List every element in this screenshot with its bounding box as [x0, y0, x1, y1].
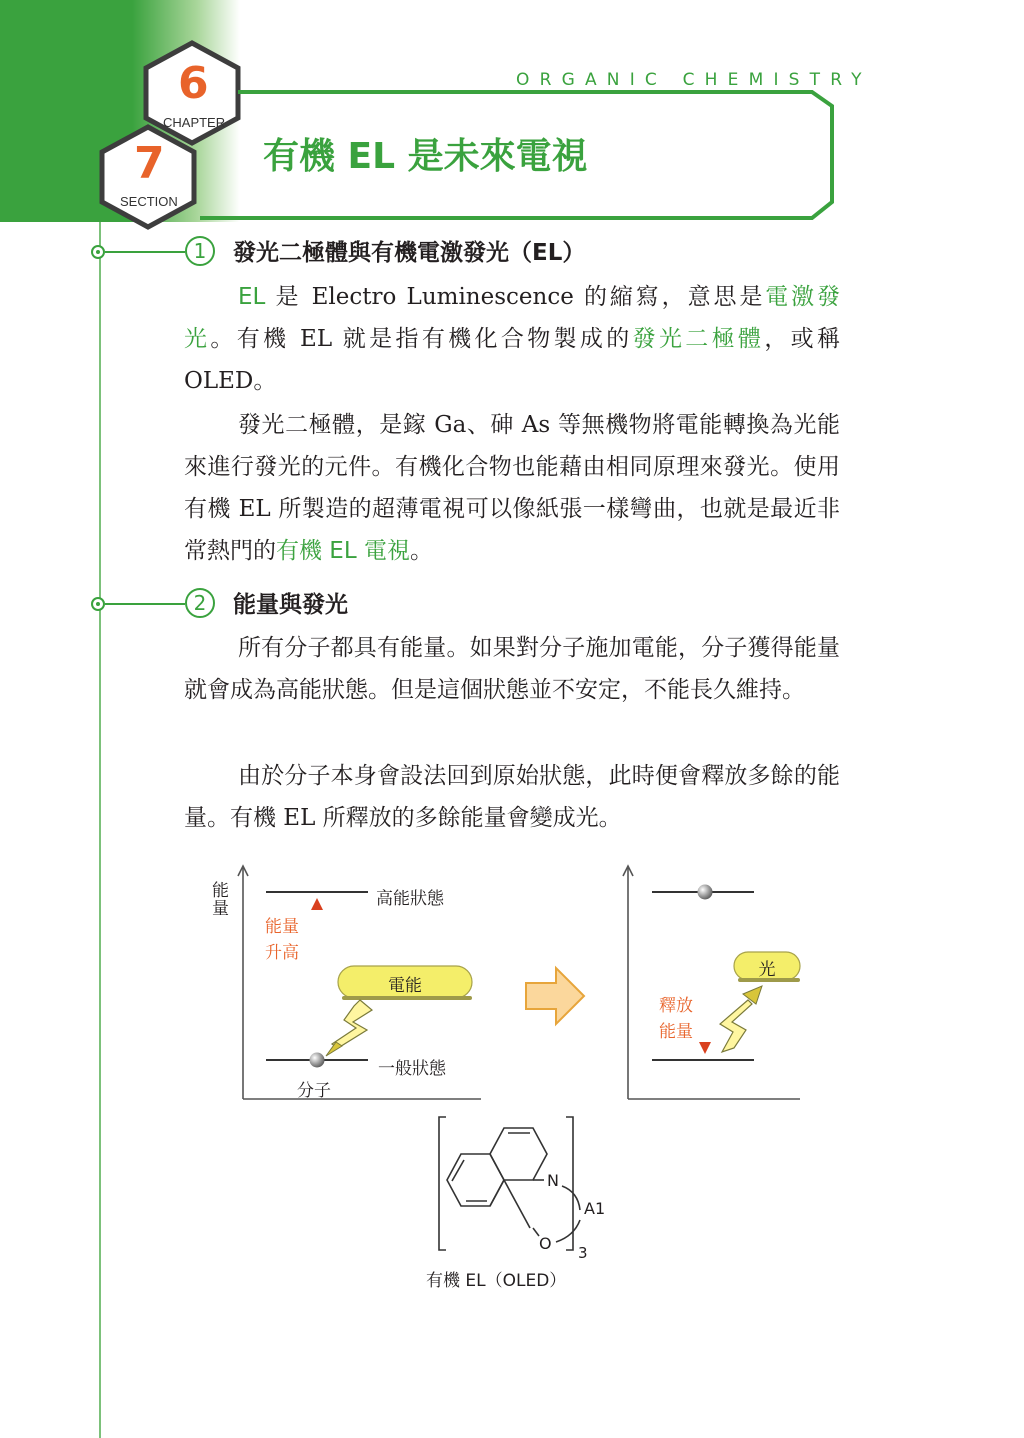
right-axes [623, 866, 800, 1099]
paragraph-text: ，或稱 OLED。 [184, 326, 841, 394]
energy-raise-arrow [311, 898, 323, 1048]
paragraph-text: 。有機 EL 就是指有機化合物製成的 [210, 326, 633, 352]
lightning-bolt-in-icon [326, 1000, 372, 1056]
term-led: 發光二極體 [632, 326, 765, 352]
y-axis-label-part: 量 [212, 899, 229, 919]
section-2-number: 2 [185, 588, 215, 618]
light-label: 光 [758, 960, 776, 980]
running-head: ORGANIC CHEMISTRY [516, 70, 872, 90]
transition-arrow-icon [526, 968, 584, 1024]
oxygen-atom-label: O [539, 1234, 552, 1253]
chapter-label: CHAPTER [163, 115, 226, 130]
energy-release-label-part: 能量 [659, 1022, 693, 1042]
energy-release-arrow [699, 904, 711, 1054]
term-electroluminescence: 電激發光 [184, 284, 841, 352]
term-oled-tv: 有機 EL 電視 [276, 538, 410, 564]
section-2-heading: 能量與發光 [233, 592, 348, 618]
paragraph-text: 是 Electro Luminescence 的縮寫，意思是 [265, 284, 766, 310]
lightning-bolt-out-icon [720, 986, 762, 1052]
metal-atom-label: A1 [584, 1199, 606, 1218]
section-1-heading: 發光二極體與有機電激發光（EL） [233, 240, 586, 266]
energy-raise-label-part: 能量 [265, 917, 299, 937]
right-molecule-ball [698, 885, 713, 900]
subscript-label: 3 [578, 1244, 588, 1262]
energy-raise-label-part: 升高 [265, 943, 299, 963]
molecule-label: 分子 [297, 1081, 331, 1101]
molecule-ball [310, 1053, 325, 1068]
section-2-paragraph-2: 由於分子本身會設法回到原始狀態，此時便會釋放多餘的能量。有機 EL 所釋放的多餘能量會變成光。 [184, 763, 840, 831]
page-title: 有機 EL 是未來電視 [263, 136, 588, 177]
section-label: SECTION [120, 194, 178, 209]
paragraph-text: 發光二極體，是鎵 Ga、砷 As 等無機物將電能轉換為光能來進行發光的元件。有機化合物也能藉由相同原理來發光。使用有機 EL 所製造的超薄電視可以像紙張一樣彎曲，也就是最近非常熱門的 [184, 412, 840, 564]
high-state-label: 高能狀態 [376, 889, 444, 909]
y-axis-label [212, 882, 229, 918]
paragraph-text: 。 [409, 538, 433, 564]
section-1-number: 1 [185, 236, 215, 266]
y-axis-label-part: 能 [212, 881, 229, 901]
energy-release-label [659, 993, 693, 1045]
section-2-paragraph-1: 所有分子都具有能量。如果對分子施加電能，分子獲得能量就會成為高能狀態。但是這個狀態並不安定，不能長久維持。 [184, 635, 840, 703]
energy-raise-label [265, 914, 299, 966]
electric-energy-label: 電能 [388, 976, 422, 996]
section-number: 7 [134, 138, 165, 189]
energy-release-label-part: 釋放 [659, 996, 693, 1016]
diagram-caption: 有機 EL（OLED） [426, 1271, 567, 1291]
chapter-number: 6 [178, 58, 209, 109]
term-el: EL [238, 284, 266, 310]
ground-state-label: 一般狀態 [378, 1059, 446, 1079]
nitrogen-atom-label: N [547, 1171, 559, 1190]
